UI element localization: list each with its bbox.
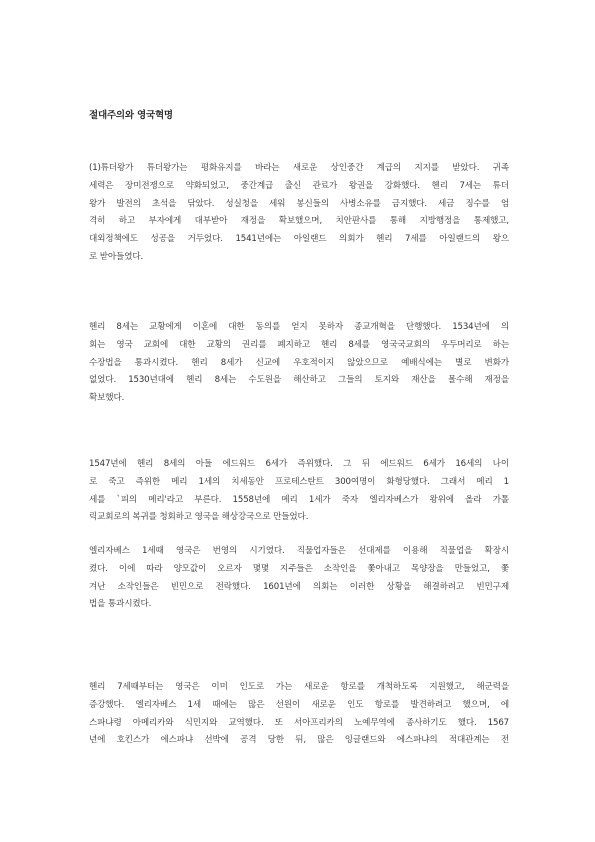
paragraph-navy-trade bbox=[89, 679, 509, 750]
document-title: 절대주의와 영국혁명 bbox=[89, 110, 173, 121]
paragraph-line: 왕가 발전의 초석을 닦았다. 성실청을 세워 봉신들의 사병소유를 금지했다. 세금 징수를 엄 bbox=[89, 198, 509, 209]
paragraph-line: 켰다. 이에 따라 양모값이 오르자 몇몇 지주들은 소작인을 쫓아내고 목양장을 만들었고, 쫓 bbox=[89, 563, 509, 574]
paragraph-line: 헨리 7세때부터는 영국은 이미 인도로 가는 새로운 항로를 개척하도록 지원했고, 해군력을 bbox=[89, 682, 509, 692]
paragraph-line: 헨리 8세는 교황에게 이혼에 대한 동의를 얻지 못하자 종교개혁을 단행했다. 1534년에 의 bbox=[89, 322, 509, 332]
paragraph-line: 수장법을 통과시켰다. 헨리 8세가 신교에 우호적이지 않았으므로 예배식에는 별로 변화가 bbox=[89, 357, 509, 368]
paragraph-line: 대외정책에도 성공을 거두었다. 1541년에는 아일랜드 의회가 헨리 7세를 아일랜드의 왕으 bbox=[89, 234, 509, 245]
paragraph-line: 스파냐령 아메리카와 식민지와 교역했다. 또 서아프리카의 노예무역에 종사하기도 했다. 1567 bbox=[89, 717, 509, 728]
paragraph-elizabeth bbox=[89, 543, 509, 614]
paragraph-line: 격히 하고 부자에게 대부받아 재정을 확보했으며, 치안판사를 통해 지방행정을 통제했고, bbox=[89, 216, 509, 227]
paragraph-line: 확보했다. bbox=[89, 393, 125, 404]
paragraph-henry-viii bbox=[89, 319, 509, 408]
paragraph-tudor-dynasty bbox=[89, 160, 509, 267]
paragraph-line: 로 받아들였다. bbox=[89, 251, 144, 262]
paragraph-line: 릭교회로의 복귀를 청회하고 영국을 해상강국으로 만들었다. bbox=[89, 512, 309, 523]
paragraph-line: 없었다. 1530년대에 헨리 8세는 수도원을 해산하고 그들의 토지와 재산을 몰수해 재정을 bbox=[89, 375, 509, 386]
paragraph-line: 증강했다. 엘리자베스 1세 때에는 많은 선원이 새로운 인도 항로를 발견하려고 했으며, 에 bbox=[89, 699, 509, 710]
paragraph-line: 법을 통과시켰다. bbox=[89, 599, 152, 610]
paragraph-line: 년에 호킨스가 에스파냐 선박에 공격 당한 뒤, 많은 잉글랜드와 에스파냐의 적대관계는 전 bbox=[89, 735, 509, 746]
paragraph-line: 겨난 소작인들은 빈민으로 전락했다. 1601년에 의회는 이러한 상황을 해결하려고 빈민구제 bbox=[89, 581, 509, 592]
paragraph-line: 세를 `피의 메리'라고 부른다. 1558년에 메리 1세가 죽자 엘리자베스가 왕위에 올라 가톨 bbox=[89, 494, 509, 505]
paragraph-line: 세력은 장미전쟁으로 약화되었고, 중간계급 출신 관료가 왕권을 강화했다. 헨리 7세는 튜더 bbox=[89, 180, 509, 191]
paragraph-line: 로 죽고 즉위한 메리 1세의 치세동안 프로테스탄트 300여명이 화형당했다. 그래서 메리 1 bbox=[89, 476, 509, 487]
paragraph-line: 엘리자베스 1세때 영국은 번영의 시기였다. 직물업자들은 선대제를 이용해 직물업을 확장시 bbox=[89, 546, 509, 556]
paragraph-line: 1547년에 헨리 8세의 아들 에드워드 6세가 즉위했다. 그 뒤 에드워드 6세가 16세의 나이 bbox=[89, 459, 509, 469]
paragraph-line: 회는 영국 교회에 대한 교황의 권리를 폐지하고 헨리 8세를 영국국교회의 우두머리로 하는 bbox=[89, 339, 509, 350]
paragraph-edward-mary bbox=[89, 456, 509, 527]
paragraph-line: (1)튜더왕가 튜더왕가는 평화유지를 바라는 새로운 상인중간 계급의 지지를 받았다. 귀족 bbox=[89, 163, 509, 173]
